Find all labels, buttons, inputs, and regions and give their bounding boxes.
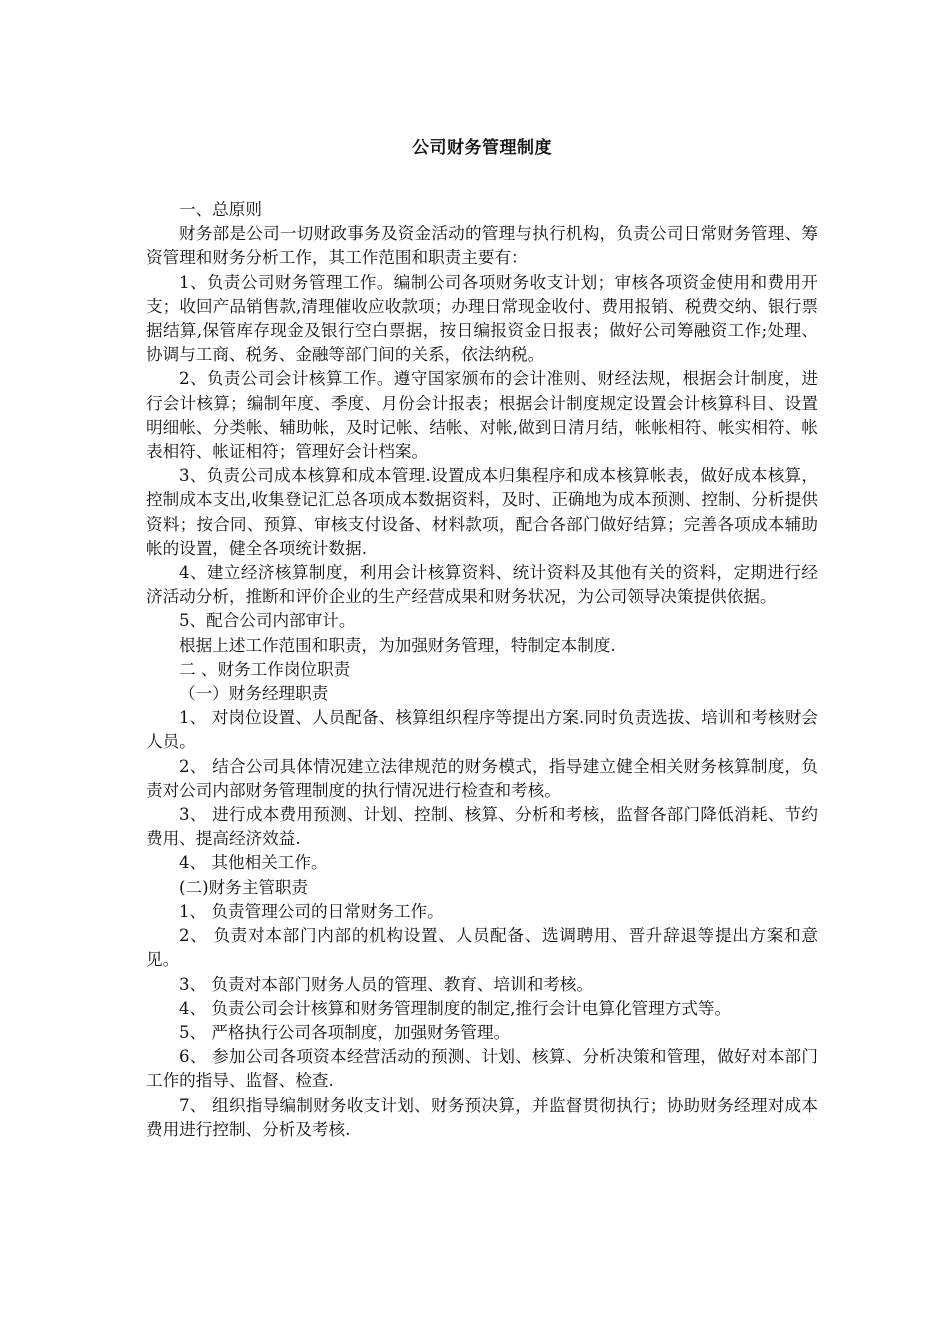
- paragraph-duty-5: 5、配合公司内部审计。: [179, 611, 356, 631]
- subsection-heading-finance-supervisor: (二)财务主管职责: [179, 877, 309, 897]
- paragraph-duty-2: 2、负责公司会计核算工作。遵守国家颁布的会计准则、财经法规，根据会计制度，进行会计核算；编制年度、季度、月份会计报表；根据会计制度规定设置会计核算科目、设置明细帐、分类帐、辅助帐，及时记帐、结帐、对帐,做到日清月结，帐帐相符、帐实相符、帐表相符、帐证相符；管理好会计档案。: [146, 369, 818, 462]
- section-heading-job-duties: 二 、财务工作岗位职责: [179, 659, 351, 679]
- section-heading-general-principles: 一、总原则: [179, 200, 262, 219]
- list-item-manager-4: 4、 其他相关工作。: [179, 853, 328, 873]
- paragraph-duty-4: 4、建立经济核算制度，利用会计核算资料、统计资料及其他有关的资料，定期进行经济活动分析，推断和评价企业的生产经营成果和财务状况，为公司领导决策提供依据。: [146, 563, 818, 607]
- list-item-supervisor-1: 1、 负责管理公司的日常财务工作。: [179, 901, 444, 921]
- list-item-supervisor-4: 4、 负责公司会计核算和财务管理制度的制定,推行会计电算化管理方式等。: [179, 998, 732, 1018]
- list-item-supervisor-2: 2、 负责对本部门内部的机构设置、人员配备、选调聘用、晋升辞退等提出方案和意见。: [146, 926, 818, 970]
- paragraph-finance-department-intro: 财务部是公司一切财政事务及资金活动的管理与执行机构，负责公司日常财务管理、筹资管理和财务分析工作，其工作范围和职责主要有：: [146, 224, 818, 268]
- paragraph-conclusion: 根据上述工作范围和职责，为加强财务管理，特制定本制度.: [179, 635, 616, 655]
- list-item-supervisor-7: 7、 组织指导编制财务收支计划、财务预决算，并监督贯彻执行；协助财务经理对成本费用进行控制、分析及考核.: [146, 1095, 818, 1139]
- list-item-supervisor-3: 3、 负责对本部门财务人员的管理、教育、培训和考核。: [179, 974, 594, 994]
- document-title: 公司财务管理制度: [412, 138, 552, 158]
- list-item-manager-3: 3、 进行成本费用预测、计划、控制、核算、分析和考核，监督各部门降低消耗、节约费用、提高经济效益.: [146, 805, 818, 849]
- paragraph-duty-1: 1、负责公司财务管理工作。编制公司各项财务收支计划；审核各项资金使用和费用开支；收回产品销售款,清理催收应收款项；办理日常现金收付、费用报销、税费交纳、银行票据结算,保管库存现金及银行空白票据，按日编报资金日报表；做好公司筹融资工作;处理、协调与工商、税务、金融等部门间的关系，依法纳税。: [146, 272, 818, 365]
- list-item-supervisor-5: 5、 严格执行公司各项制度，加强财务管理。: [179, 1022, 511, 1042]
- document-body: [146, 198, 818, 1142]
- list-item-manager-2: 2、 结合公司具体情况建立法律规范的财务模式，指导建立健全相关财务核算制度，负责对公司内部财务管理制度的执行情况进行检查和考核。: [146, 756, 818, 800]
- subsection-heading-finance-manager: （一）财务经理职责: [179, 684, 329, 704]
- document-page: [146, 0, 818, 1344]
- list-item-manager-1: 1、 对岗位设置、人员配备、核算组织程序等提出方案.同时负责选拔、培训和考核财会人员。: [146, 708, 818, 752]
- list-item-supervisor-6: 6、 参加公司各项资本经营活动的预测、计划、核算、分析决策和管理，做好对本部门工作的指导、监督、检查.: [146, 1047, 818, 1091]
- paragraph-duty-3: 3、负责公司成本核算和成本管理.设置成本归集程序和成本核算帐表，做好成本核算，控制成本支出,收集登记汇总各项成本数据资料，及时、正确地为成本预测、控制、分析提供资料；按合同、预算、审核支付设备、材料款项，配合各部门做好结算；完善各项成本辅助帐的设置，健全各项统计数据.: [146, 466, 818, 558]
